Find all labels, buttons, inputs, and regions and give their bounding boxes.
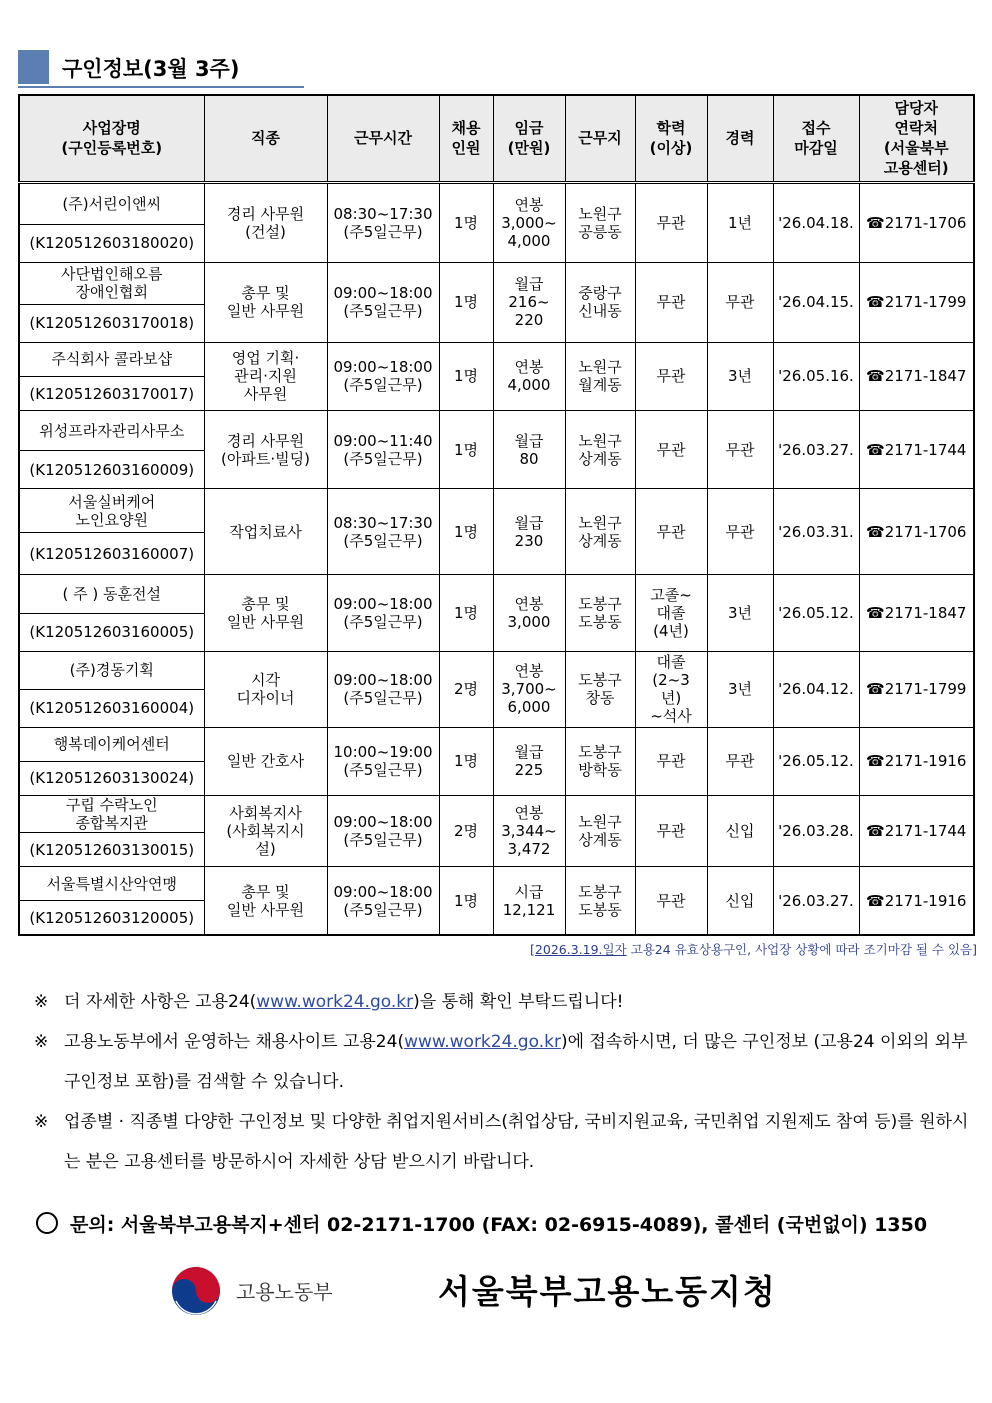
table-row [19, 182, 974, 224]
table-row [19, 727, 974, 761]
work-hours: 08:30~17:30 (주5일근무) [327, 182, 439, 262]
reference-mark: ※ [34, 1112, 49, 1132]
contact-phone: ☎2171-1847 [859, 342, 974, 410]
contact-phone: ☎2171-1799 [859, 262, 974, 342]
table-row [19, 796, 974, 833]
hire-count: 2명 [439, 796, 493, 867]
work24-link[interactable]: www.work24.go.kr [404, 1032, 561, 1052]
footnote-date: 2026.3.19.일자 [534, 942, 627, 957]
registration-number: (K120512603160007) [19, 533, 204, 575]
company-name: 구립 수락노인 종합복지관 [19, 796, 204, 833]
reference-mark: ※ [34, 992, 49, 1012]
registration-number: (K120512603170018) [19, 304, 204, 342]
education-requirement: 무관 [635, 182, 707, 262]
contact-phone: ☎2171-1744 [859, 796, 974, 867]
contact-phone: ☎2171-1799 [859, 651, 974, 727]
job-title: 총무 및 일반 사무원 [204, 262, 327, 342]
header-count: 채용 인원 [439, 95, 493, 182]
experience-requirement: 3년 [707, 342, 773, 410]
work-location: 노원구 상계동 [565, 796, 635, 867]
wage: 연봉 4,000 [493, 342, 565, 410]
contact-line [36, 1210, 927, 1237]
ministry-name: 고용노동부 [236, 1280, 333, 1304]
company-name: ( 주 ) 동훈전설 [19, 575, 204, 613]
job-title: 영업 기획· 관리·지원 사무원 [204, 342, 327, 410]
experience-requirement: 3년 [707, 575, 773, 651]
hire-count: 1명 [439, 182, 493, 262]
footer [0, 1262, 992, 1322]
table-row [19, 342, 974, 376]
registration-number: (K120512603130024) [19, 761, 204, 795]
work-hours: 09:00~18:00 (주5일근무) [327, 796, 439, 867]
deadline: '26.03.31. [773, 489, 859, 575]
header-deadline: 접수 마감일 [773, 95, 859, 182]
header-wage: 임금 (만원) [493, 95, 565, 182]
contact-phone: ☎2171-1706 [859, 489, 974, 575]
contact-phone: ☎2171-1847 [859, 575, 974, 651]
title-bar [18, 50, 304, 88]
wage: 연봉 3,344~ 3,472 [493, 796, 565, 867]
work-hours: 09:00~18:00 (주5일근무) [327, 342, 439, 410]
table-row [19, 575, 974, 613]
registration-number: (K120512603170017) [19, 376, 204, 410]
deadline: '26.03.28. [773, 796, 859, 867]
notice-text: )을 통해 확인 부탁드립니다! [413, 992, 624, 1012]
work-location: 도봉구 방학동 [565, 727, 635, 795]
reference-mark: ※ [34, 1032, 49, 1052]
company-name: 주식회사 콜라보샵 [19, 342, 204, 376]
header-experience: 경력 [707, 95, 773, 182]
hire-count: 2명 [439, 651, 493, 727]
job-title: 총무 및 일반 사무원 [204, 575, 327, 651]
wage: 연봉 3,000~ 4,000 [493, 182, 565, 262]
experience-requirement: 무관 [707, 411, 773, 489]
work-location: 도봉구 도봉동 [565, 575, 635, 651]
work-location: 노원구 상계동 [565, 489, 635, 575]
office-name: 서울북부고용노동지청 [438, 1272, 777, 1311]
company-name: (주)경동기획 [19, 651, 204, 689]
registration-number: (K120512603160005) [19, 613, 204, 651]
page-title: 구인정보(3월 3주) [62, 57, 240, 81]
work-location: 도봉구 창동 [565, 651, 635, 727]
table-row [19, 651, 974, 689]
job-listings-table [18, 94, 975, 936]
education-requirement: 무관 [635, 411, 707, 489]
hire-count: 1명 [439, 342, 493, 410]
hire-count: 1명 [439, 867, 493, 935]
hire-count: 1명 [439, 727, 493, 795]
work-location: 노원구 상계동 [565, 411, 635, 489]
registration-number: (K120512603120005) [19, 901, 204, 935]
education-requirement: 무관 [635, 489, 707, 575]
notice-item [34, 1022, 974, 1102]
experience-requirement: 무관 [707, 262, 773, 342]
header-contact: 담당자 연락처 (서울북부 고용센터) [859, 95, 974, 182]
work-hours: 10:00~19:00 (주5일근무) [327, 727, 439, 795]
work24-link[interactable]: www.work24.go.kr [256, 992, 414, 1012]
company-name: 서울실버케어 노인요양원 [19, 489, 204, 533]
work-hours: 08:30~17:30 (주5일근무) [327, 489, 439, 575]
deadline: '26.05.16. [773, 342, 859, 410]
notice-item [34, 1102, 974, 1182]
job-title: 경리 사무원 (아파트·빌딩) [204, 411, 327, 489]
contact-phone: ☎2171-1744 [859, 411, 974, 489]
deadline: '26.05.12. [773, 727, 859, 795]
wage: 연봉 3,700~ 6,000 [493, 651, 565, 727]
work-location: 도봉구 도봉동 [565, 867, 635, 935]
wage: 월급 225 [493, 727, 565, 795]
contact-text: 문의: 서울북부고용복지+센터 02-2171-1700 (FAX: 02-6915-4089), 콜센터 (국번없이) 1350 [70, 1214, 928, 1236]
job-title: 일반 간호사 [204, 727, 327, 795]
work-hours: 09:00~18:00 (주5일근무) [327, 651, 439, 727]
table-row [19, 411, 974, 451]
wage: 월급 216~ 220 [493, 262, 565, 342]
notice-list [34, 982, 974, 1182]
contact-phone: ☎2171-1916 [859, 867, 974, 935]
table-row [19, 262, 974, 304]
work-location: 중랑구 신내동 [565, 262, 635, 342]
header-company: 사업장명 (구인등록번호) [19, 95, 204, 182]
deadline: '26.04.15. [773, 262, 859, 342]
experience-requirement: 3년 [707, 651, 773, 727]
circle-icon [36, 1212, 58, 1234]
table-header-row [19, 95, 974, 182]
experience-requirement: 신입 [707, 867, 773, 935]
deadline: '26.04.12. [773, 651, 859, 727]
wage: 월급 80 [493, 411, 565, 489]
table-row [19, 867, 974, 901]
footnote: [2026.3.19.일자 고용24 유효상용구인, 사업장 상황에 따라 조기마감 될 수 있음] [530, 942, 977, 957]
registration-number: (K120512603130015) [19, 833, 204, 867]
hire-count: 1명 [439, 262, 493, 342]
header-job: 직종 [204, 95, 327, 182]
ministry-emblem-icon [170, 1265, 222, 1317]
notice-text: 고용노동부에서 운영하는 채용사이트 고용24( [64, 1032, 405, 1052]
deadline: '26.03.27. [773, 411, 859, 489]
experience-requirement: 무관 [707, 489, 773, 575]
education-requirement: 무관 [635, 796, 707, 867]
registration-number: (K120512603160009) [19, 451, 204, 489]
hire-count: 1명 [439, 489, 493, 575]
job-title: 경리 사무원 (건설) [204, 182, 327, 262]
company-name: 위성프라자관리사무소 [19, 411, 204, 451]
wage: 월급 230 [493, 489, 565, 575]
work-hours: 09:00~18:00 (주5일근무) [327, 575, 439, 651]
header-location: 근무지 [565, 95, 635, 182]
title-accent-block [18, 50, 49, 84]
education-requirement: 무관 [635, 342, 707, 410]
education-requirement: 무관 [635, 262, 707, 342]
company-name: 서울특별시산악연맹 [19, 867, 204, 901]
header-hours: 근무시간 [327, 95, 439, 182]
deadline: '26.04.18. [773, 182, 859, 262]
registration-number: (K120512603180020) [19, 224, 204, 262]
experience-requirement: 1년 [707, 182, 773, 262]
experience-requirement: 무관 [707, 727, 773, 795]
education-requirement: 대졸 (2~3 년) ~석사 [635, 651, 707, 727]
education-requirement: 무관 [635, 727, 707, 795]
notice-item [34, 982, 974, 1022]
contact-phone: ☎2171-1916 [859, 727, 974, 795]
job-title: 작업치료사 [204, 489, 327, 575]
deadline: '26.05.12. [773, 575, 859, 651]
footnote-text: 고용24 유효상용구인, 사업장 상황에 따라 조기마감 될 수 있음] [626, 942, 977, 957]
work-hours: 09:00~11:40 (주5일근무) [327, 411, 439, 489]
job-title: 사회복지사 (사회복지시 설) [204, 796, 327, 867]
table-row [19, 489, 974, 533]
education-requirement: 고졸~ 대졸 (4년) [635, 575, 707, 651]
work-location: 노원구 공릉동 [565, 182, 635, 262]
contact-phone: ☎2171-1706 [859, 182, 974, 262]
company-name: 사단법인해오름 장애인협회 [19, 262, 204, 304]
hire-count: 1명 [439, 575, 493, 651]
deadline: '26.03.27. [773, 867, 859, 935]
notice-text: 업종별 · 직종별 다양한 구인정보 및 다양한 취업지원서비스(취업상담, 국비지원교육, 국민취업 지원제도 참여 등)를 원하시는 분은 고용센터를 방문하시어 자세한 상담 받으시기 바랍니다. [64, 1112, 969, 1172]
experience-requirement: 신입 [707, 796, 773, 867]
notice-text: 더 자세한 사항은 고용24( [64, 992, 257, 1012]
company-name: 행복데이케어센터 [19, 727, 204, 761]
wage: 시급 12,121 [493, 867, 565, 935]
work-hours: 09:00~18:00 (주5일근무) [327, 867, 439, 935]
education-requirement: 무관 [635, 867, 707, 935]
work-hours: 09:00~18:00 (주5일근무) [327, 262, 439, 342]
job-title: 시각 디자이너 [204, 651, 327, 727]
header-education: 학력 (이상) [635, 95, 707, 182]
notice-text: )에 접속하시면, 더 많은 구인정보 (고용24 이외의 외부 구인정보 포함)를 검색할 수 있습니다. [64, 1032, 968, 1092]
wage: 연봉 3,000 [493, 575, 565, 651]
job-title: 총무 및 일반 사무원 [204, 867, 327, 935]
work-location: 노원구 월계동 [565, 342, 635, 410]
company-name: (주)서린이앤씨 [19, 182, 204, 224]
registration-number: (K120512603160004) [19, 689, 204, 727]
hire-count: 1명 [439, 411, 493, 489]
